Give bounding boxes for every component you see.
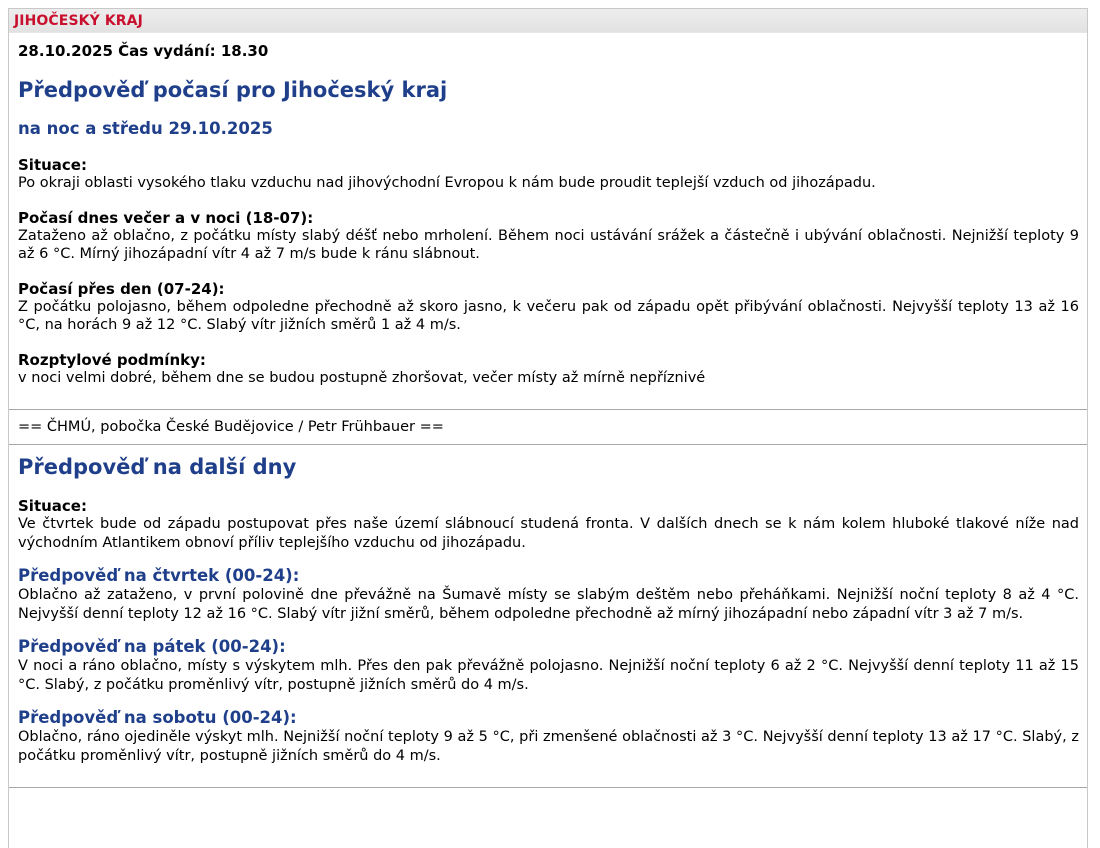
section-text: Zataženo až oblačno, z počátku místy slabý déšť nebo mrholení. Během noci ustávání srážek a částečně i ubývání oblačnosti. Nejnižší teploty 9 až 6 °C. Mírný jihozápadní vítr 4 až 7 m/s bude k ránu slábnout. [18,227,1079,262]
tonight-section [18,209,1079,264]
thursday-forecast [18,566,1079,623]
section-text: v noci velmi dobré, během dne se budou postupně zhoršovat, večer místy až mírně nepříznivé [18,369,706,386]
author-signature: == ČHMÚ, pobočka České Budějovice / Petr Frühbauer == [18,419,444,435]
region-title: JIHOČESKÝ KRAJ [14,13,143,29]
section-text: Ve čtvrtek bude od západu postupovat přes naše území slábnoucí studená fronta. V dalších dnech se k nám kolem hluboké tlakové níže nad východním Atlantikem obnoví příliv teplejšího vzduchu od jihozápadu. [18,516,1079,551]
issue-date-time: 28.10.2025 Čas vydání: 18.30 [18,42,269,60]
forecast-subtitle: na noc a středu 29.10.2025 [18,119,273,138]
section-heading: Počasí přes den (07-24): [18,279,225,298]
region-header [9,9,1087,33]
section-heading: Počasí dnes večer a v noci (18-07): [18,208,314,227]
day-heading: Předpověď na čtvrtek (00-24): [18,566,300,585]
next-days-situation [18,497,1079,552]
next-days-content [9,453,1087,765]
dispersion-section [18,351,1079,388]
forecast-panel [8,8,1088,848]
section-text: Z počátku polojasno, během odpoledne přechodně až skoro jasno, k večeru pak od západu opět přibývání oblačnosti. Nejvyšší teploty 13 až 16 °C, na horách 9 až 12 °C. Slabý vítr jižních směrů 1 až 4 m/s. [18,298,1079,333]
daytime-section [18,280,1079,335]
next-days-title: Předpověď na další dny [18,455,297,479]
saturday-forecast [18,708,1079,765]
divider [9,787,1087,788]
friday-forecast [18,637,1079,694]
forecast-title: Předpověď počasí pro Jihočeský kraj [18,78,448,102]
day-heading: Předpověď na pátek (00-24): [18,637,286,656]
section-heading: Situace: [18,497,87,515]
day-text: Oblačno až zataženo, v první polovině dne převážně na Šumavě místy se slabým deštěm nebo přeháňkami. Nejnižší noční teploty 8 až 4 °C. Nejvyšší denní teploty 12 až 16 °C. Slabý vítr jižní směrů, během odpoledne přechodně až mírný jihozápadní nebo západní vítr 3 až 7 m/s. [18,587,1079,622]
section-heading: Situace: [18,156,87,174]
section-text: Po okraji oblasti vysokého tlaku vzduchu nad jihovýchodní Evropou k nám bude proudit teplejší vzduch od jihozápadu. [18,175,876,191]
divider [9,444,1087,445]
situation-section [18,156,1079,193]
day-heading: Předpověď na sobotu (00-24): [18,708,297,727]
forecast-content [9,41,1087,387]
section-heading: Rozptylové podmínky: [18,350,206,369]
day-text: V noci a ráno oblačno, místy s výskytem mlh. Přes den pak převážně polojasno. Nejnižší noční teploty 6 až 2 °C. Nejvyšší denní teploty 11 až 15 °C. Slabý, z počátku proměnlivý vítr, postupně jižních směrů do 4 m/s. [18,658,1079,693]
day-text: Oblačno, ráno ojediněle výskyt mlh. Nejnižší noční teploty 9 až 5 °C, při zmenšené oblačnosti až 3 °C. Nejvyšší denní teploty 13 až 17 °C. Slabý, z počátku proměnlivý vítr, postupně jižních směrů do 4 m/s. [18,729,1079,764]
